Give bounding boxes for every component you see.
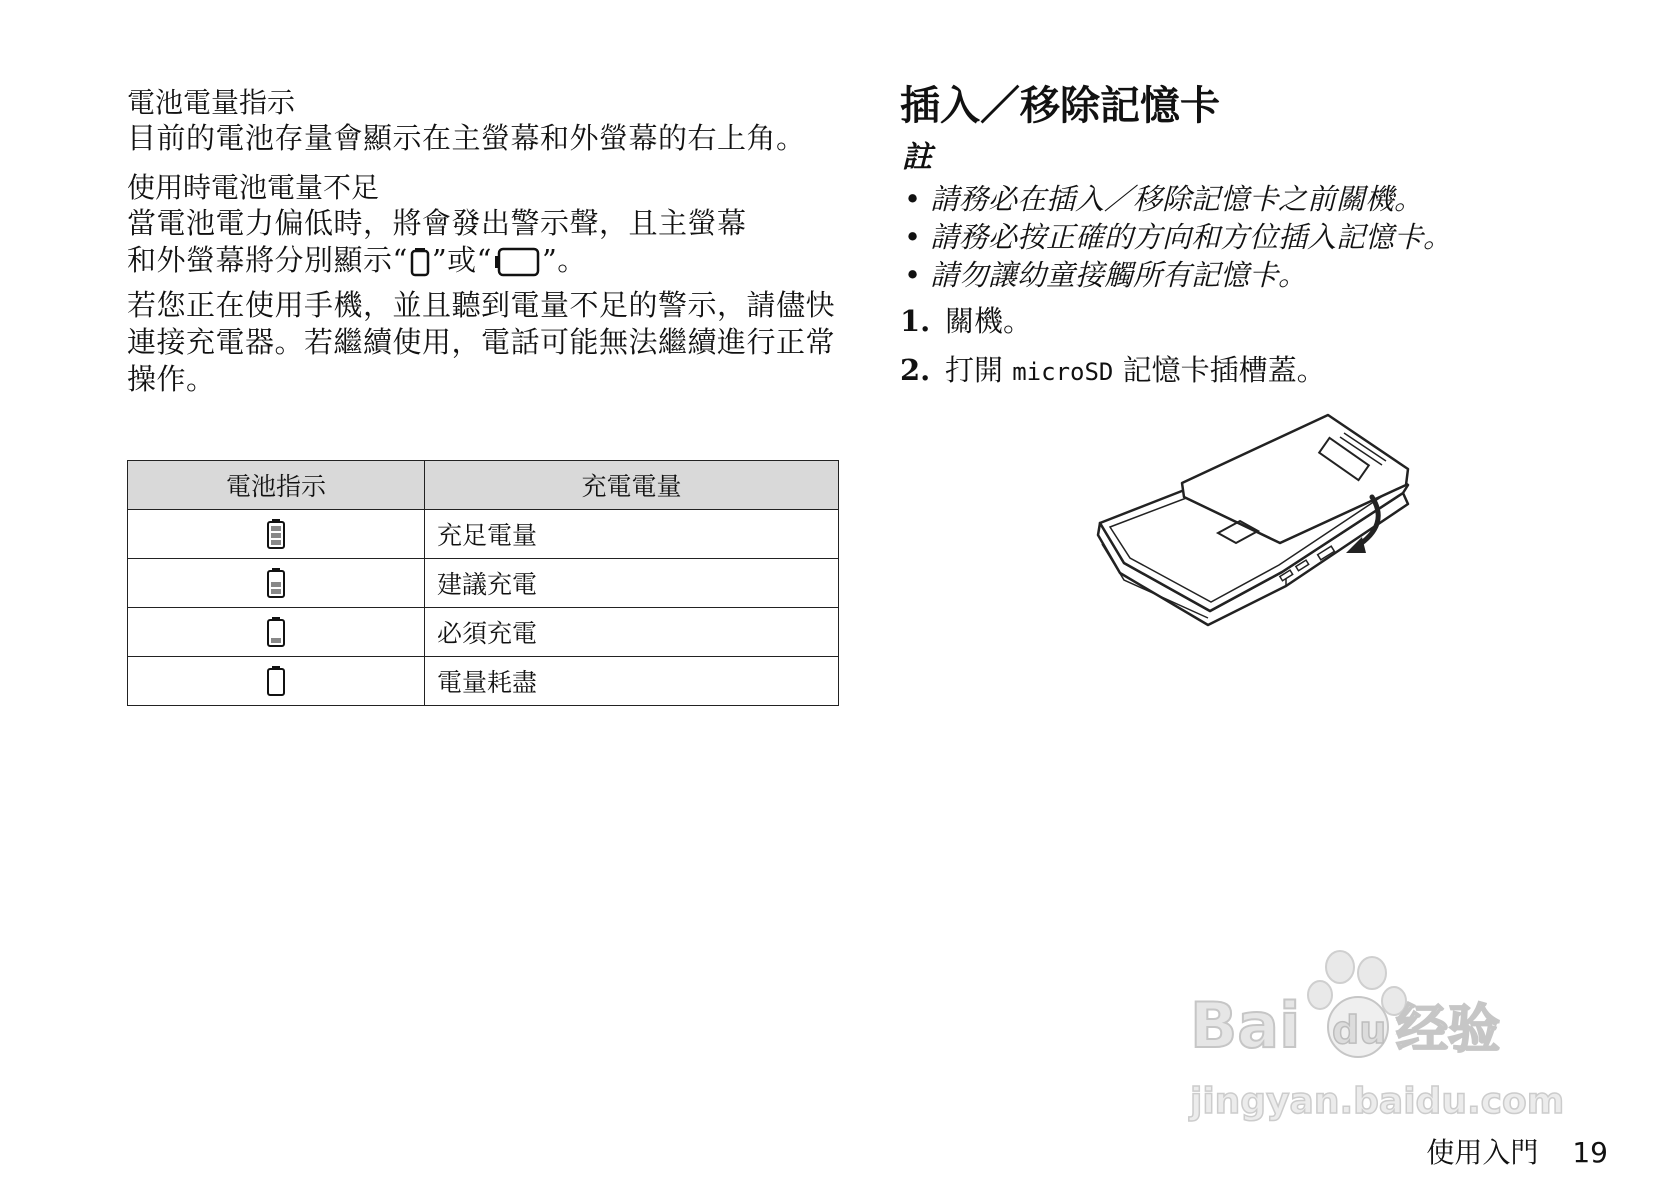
- bullet-icon: •: [904, 258, 922, 292]
- baidu-watermark: [1190, 945, 1565, 1125]
- battery-level-table: [127, 460, 839, 706]
- battery-indicator-body: 目前的電池存量會顯示在主螢幕和外螢幕的右上角。: [127, 121, 806, 155]
- table-row: [128, 657, 839, 706]
- battery-external-empty-icon: [494, 247, 540, 277]
- low-battery-title: 使用時電池電量不足: [127, 171, 380, 204]
- table-header-row: [128, 461, 839, 510]
- column-header-indicator: 電池指示: [128, 461, 425, 510]
- low-battery-warning-body: 若您正在使用手機，並且聽到電量不足的警示，請儘快連接充電器。若繼續使用，電話可能無法繼續進行正常操作。: [127, 288, 836, 396]
- bullet-icon: •: [904, 182, 922, 216]
- svg-text:du: du: [1332, 1008, 1387, 1052]
- right-column: [900, 80, 1620, 402]
- battery-full-icon: [266, 518, 286, 550]
- svg-text:经验: 经验: [1396, 1000, 1501, 1060]
- battery-main-empty-icon: [410, 247, 430, 277]
- footer-section: 使用入門: [1426, 1136, 1539, 1169]
- svg-text:jingyan.baidu.com: jingyan.baidu.com: [1190, 1081, 1565, 1122]
- note-label: 註: [902, 140, 932, 175]
- battery-indicator-title: 電池電量指示: [127, 86, 296, 119]
- battery-empty-icon: [266, 665, 286, 697]
- left-column: [127, 86, 839, 398]
- charge-label: 充足電量: [425, 510, 839, 559]
- battery-two-bar-icon: [266, 567, 286, 599]
- microsd-label: microSD: [1012, 358, 1114, 386]
- charge-label: 建議充電: [425, 559, 839, 608]
- note-list: [900, 180, 1620, 294]
- charge-label: 電量耗盡: [425, 657, 839, 706]
- bullet-icon: •: [904, 220, 922, 254]
- table-row: [128, 608, 839, 657]
- charge-label: 必須充電: [425, 608, 839, 657]
- svg-text:Bai: Bai: [1190, 989, 1301, 1062]
- table-row: [128, 510, 839, 559]
- page-number: 19: [1572, 1136, 1608, 1169]
- list-item: • 請勿讓幼童接觸所有記憶卡。: [904, 258, 1308, 292]
- list-item: • 請務必在插入／移除記憶卡之前關機。: [904, 182, 1424, 216]
- step-item: 2. 打開 microSD 記憶卡插槽蓋。: [900, 353, 1326, 387]
- phone-illustration: [1090, 405, 1430, 635]
- step-list: [900, 302, 1620, 391]
- page-footer: [1426, 1131, 1608, 1171]
- low-battery-body: 當電池電力偏低時，將會發出警示聲，且主螢幕 和外螢幕將分別顯示“ ”或“ ”。: [127, 206, 747, 277]
- column-header-charge: 充電電量: [425, 461, 839, 510]
- list-item: • 請務必按正確的方向和方位插入記憶卡。: [904, 220, 1453, 254]
- step-number: 2.: [900, 353, 931, 387]
- table-row: [128, 559, 839, 608]
- step-text: 關機。: [945, 304, 1033, 338]
- step-item: [900, 302, 1620, 340]
- section-heading: 插入／移除記憶卡: [900, 83, 1220, 129]
- battery-one-bar-icon: [266, 616, 286, 648]
- step-number: 1.: [900, 304, 931, 338]
